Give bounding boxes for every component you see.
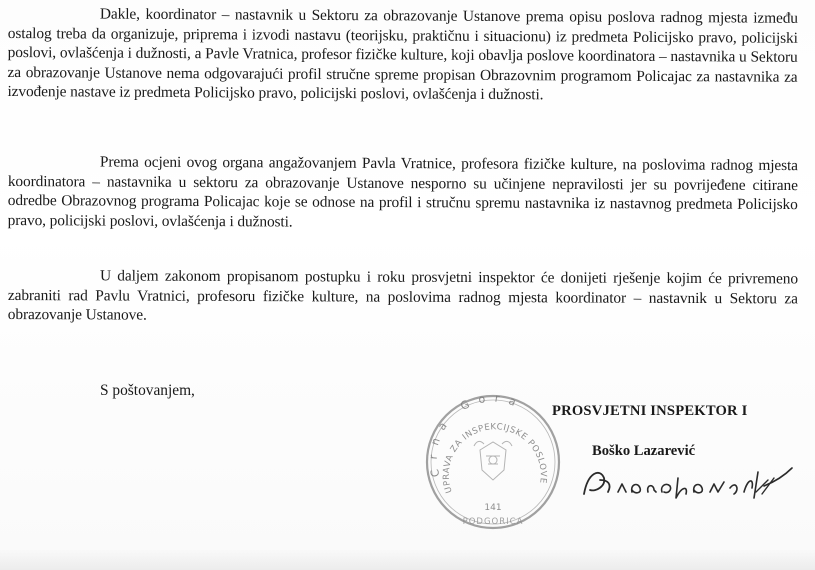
stamp-number: 141 <box>484 503 502 513</box>
paragraph-3: U daljem zakonom propisanom postupku i roku prosvjetni inspektor će donijeti rješenje kojim će privremeno zabraniti rad Pavlu Vratnici, profesoru fizičke kulture, na poslovima radnog mjesta koordinator – nastavnik u Sektoru za obrazovanje Ustanove. <box>7 267 798 324</box>
scan-edge-shadow <box>0 548 815 570</box>
official-stamp <box>418 384 568 534</box>
stamp-outer-text: Crna Gora <box>426 391 527 479</box>
signatory-title: PROSVJETNI INSPEKTOR I <box>552 403 748 419</box>
handwritten-signature <box>578 458 798 508</box>
coat-of-arms-icon <box>474 441 512 480</box>
stamp-city: PODGORICA <box>462 517 524 527</box>
stamp-inner-text: UPRAVA ZA INSPEKCIJSKE POSLOVE <box>441 422 548 495</box>
paragraph-2: Prema ocjeni ovog organa angažovanjem Pavla Vratnice, profesora fizičke kulture, na poslovima radnog mjesta koordinatora – nastavnika u sektoru za obrazovanje Ustanove nesporno su učinjene nepravilosti jer su povrijeđene citirane odredbe Obrazovnog programa Policajac koje se odnose na profil i stručnu spremu nastavnika iz nastavnog predmeta Policijsko pravo, policijski poslovi, ovlašćenja i dužnosti. <box>7 153 798 230</box>
svg-text:UPRAVA ZA INSPEKCIJSKE POSLOVE <box>442 422 548 494</box>
signatory-name: Boško Lazarević <box>592 443 696 459</box>
paragraph-1: Dakle, koordinator – nastavnik u Sektoru za obrazovanje Ustanove prema opisu poslova radnog mjesta između ostalog treba da organizuje, priprema i izvodi nastavu (teorijsku, praktičnu i situacionu) iz predmeta Policijsko pravo, policijski poslovi, ovlašćenja i dužnosti, a Pavle Vratnica, profesor fizičke kulture, koji obavlja poslove koordinatora – nastavnika u Sektoru za obrazovanje Ustanove nema odgovarajući profil stručne spreme propisan Obrazovnim programom Policajac za nastavnika za izvođenje nastave iz predmeta Policijsko pravo, policijski poslovi, ovlašćenja i dužnosti. <box>7 5 798 104</box>
closing-greeting: S poštovanjem, <box>100 382 195 399</box>
